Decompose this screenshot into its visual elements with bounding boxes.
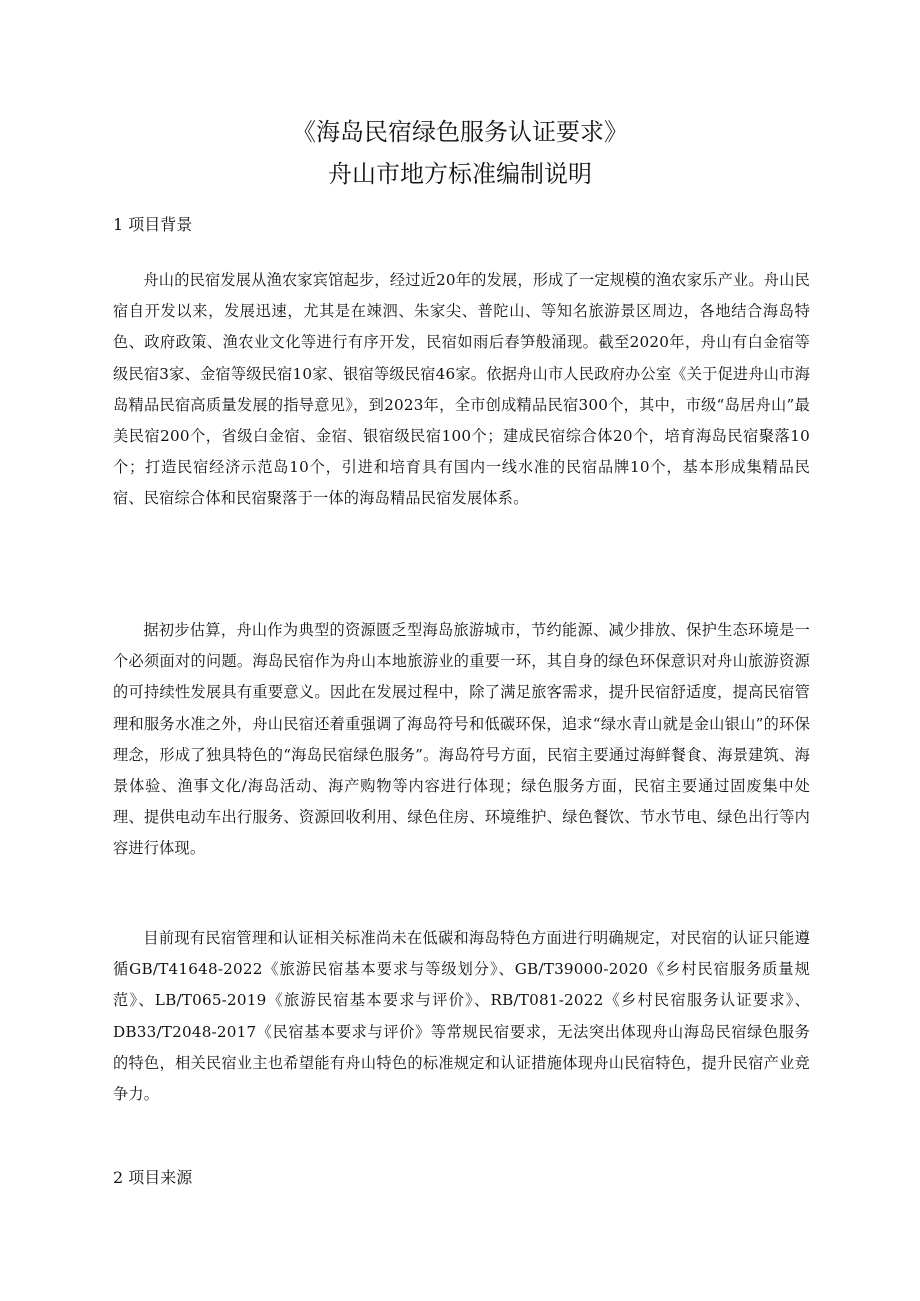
section-heading-source: 2 项目来源: [113, 1168, 193, 1187]
paragraph-standards: 目前现有民宿管理和认证相关标准尚未在低碳和海岛特色方面进行明确规定，对民宿的认证只能遵循GB/T41648-2022《旅游民宿基本要求与等级划分》、GB/T39000-2020《乡村民宿服务质量规范》、LB/T065-2019《旅游民宿基本要求与评价》、RB/T081-2022《乡村民宿服务认证要求》、DB33/T2048-2017《民宿基本要求与评价》等常规民宿要求，无法突出体现舟山海岛民宿绿色服务的特色，相关民宿业主也希望能有舟山特色的标准规定和认证措施体现舟山民宿特色，提升民宿产业竞争力。: [113, 929, 810, 1104]
section-heading-background: 1 项目背景: [113, 215, 193, 234]
document-title: 《海岛民宿绿色服务认证要求》: [292, 118, 628, 146]
paragraph-development: 舟山的民宿发展从渔农家宾馆起步，经过近20年的发展，形成了一定规模的渔农家乐产业。舟山民宿自开发以来，发展迅速，尤其是在竦泗、朱家尖、普陀山、等知名旅游景区周边，各地结合海岛特色、政府政策、渔农业文化等进行有序开发，民宿如雨后春笋般涌现。截至2020年，舟山有白金宿等级民宿3家、金宿等级民宿10家、银宿等级民宿46家。依据舟山市人民政府办公室《关于促进舟山市海岛精品民宿高质量发展的指导意见》，到2023年，全市创成精品民宿300个，其中，市级“岛居舟山”最美民宿200个，省级白金宿、金宿、银宿级民宿100个；建成民宿综合体20个，培育海岛民宿聚落10个；打造民宿经济示范岛10个，引进和培育具有国内一线水准的民宿品牌10个，基本形成集精品民宿、民宿综合体和民宿聚落于一体的海岛精品民宿发展体系。: [113, 271, 810, 508]
paragraph-green-service: 据初步估算，舟山作为典型的资源匮乏型海岛旅游城市，节约能源、减少排放、保护生态环境是一个必须面对的问题。海岛民宿作为舟山本地旅游业的重要一环，其自身的绿色环保意识对舟山旅游资源的可持续性发展具有重要意义。因此在发展过程中，除了满足旅客需求，提升民宿舒适度，提高民宿管理和服务水准之外，舟山民宿还着重强调了海岛符号和低碳环保，追求“绿水青山就是金山银山”的环保理念，形成了独具特色的“海岛民宿绿色服务”。海岛符号方面，民宿主要通过海鲜餐食、海景建筑、海景体验、渔事文化/海岛活动、海产购物等内容进行体现；绿色服务方面，民宿主要通过固废集中处理、提供电动车出行服务、资源回收利用、绿色住房、环境维护、绿色餐饮、节水节电、绿色出行等内容进行体现。: [113, 621, 810, 858]
document-subtitle: 舟山市地方标准编制说明: [328, 160, 592, 188]
